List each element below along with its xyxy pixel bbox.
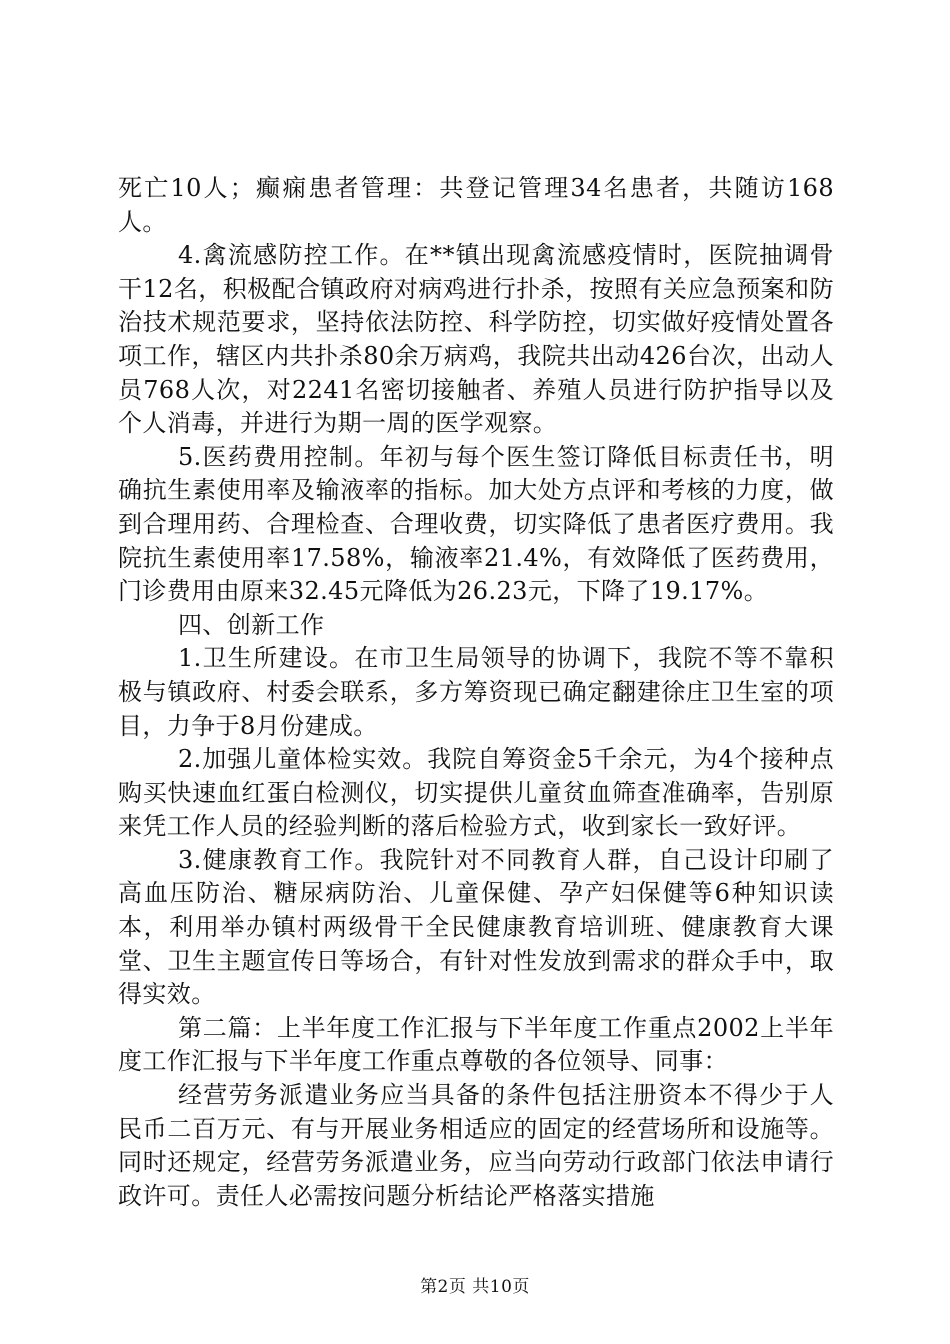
paragraph-labor-dispatch: 经营劳务派遣业务应当具备的条件包括注册资本不得少于人民币二百万元、有与开展业务相适应的固定的经营场所和设施等。同时还规定，经营劳务派遣业务，应当向劳动行政部门依法申请行政许可。责任人必需按问题分析结论严格落实措施 [118,1081,834,1210]
paragraph-second-article-title: 第二篇：上半年度工作汇报与下半年度工作重点2002上半年度工作汇报与下半年度工作重点尊敬的各位领导、同事： [118,1013,834,1076]
paragraph-child-checkup: 2.加强儿童体检实效。我院自筹资金5千余元，为4个接种点购买快速血红蛋白检测仪，切实提供儿童贫血筛查准确率，告别原来凭工作人员的经验判断的落后检验方式，收到家长一致好评。 [118,745,834,841]
page-number-footer: 第2页 共10页 [420,1277,530,1297]
paragraph-continuation: 死亡10人；癫痫患者管理：共登记管理34名患者，共随访168人。 [118,174,834,236]
paragraph-medical-cost-control: 5.医药费用控制。年初与每个医生签订降低目标责任书，明确抗生素使用率及输液率的指标。加大处方点评和考核的力度，做到合理用药、合理检查、合理收费，切实降低了患者医疗费用。我院抗生素使用率17.58%，输液率21.4%，有效降低了医药费用，门诊费用由原来32.45元降低为26.23元，下降了19.17%。 [118,442,834,606]
paragraph-clinic-construction: 1.卫生所建设。在市卫生局领导的协调下，我院不等不靠积极与镇政府、村委会联系，多方筹资现已确定翻建徐庄卫生室的项目，力争于8月份建成。 [118,644,834,740]
section-heading-innovation: 四、创新工作 [178,610,325,639]
paragraph-health-education: 3.健康教育工作。我院针对不同教育人群，自己设计印刷了高血压防治、糖尿病防治、儿童保健、孕产妇保健等6种知识读本，利用举办镇村两级骨干全民健康教育培训班、健康教育大课堂、卫生主题宣传日等场合，有针对性发放到需求的群众手中，取得实效。 [118,845,834,1009]
paragraph-bird-flu-control: 4.禽流感防控工作。在**镇出现禽流感疫情时，医院抽调骨干12名，积极配合镇政府对病鸡进行扑杀，按照有关应急预案和防治技术规范要求，坚持依法防控、科学防控，切实做好疫情处置各项工作，辖区内共扑杀80余万病鸡，我院共出动426台次，出动人员768人次，对2241名密切接触者、养殖人员进行防护指导以及个人消毒，并进行为期一周的医学观察。 [118,241,834,438]
body-text [118,172,834,1213]
